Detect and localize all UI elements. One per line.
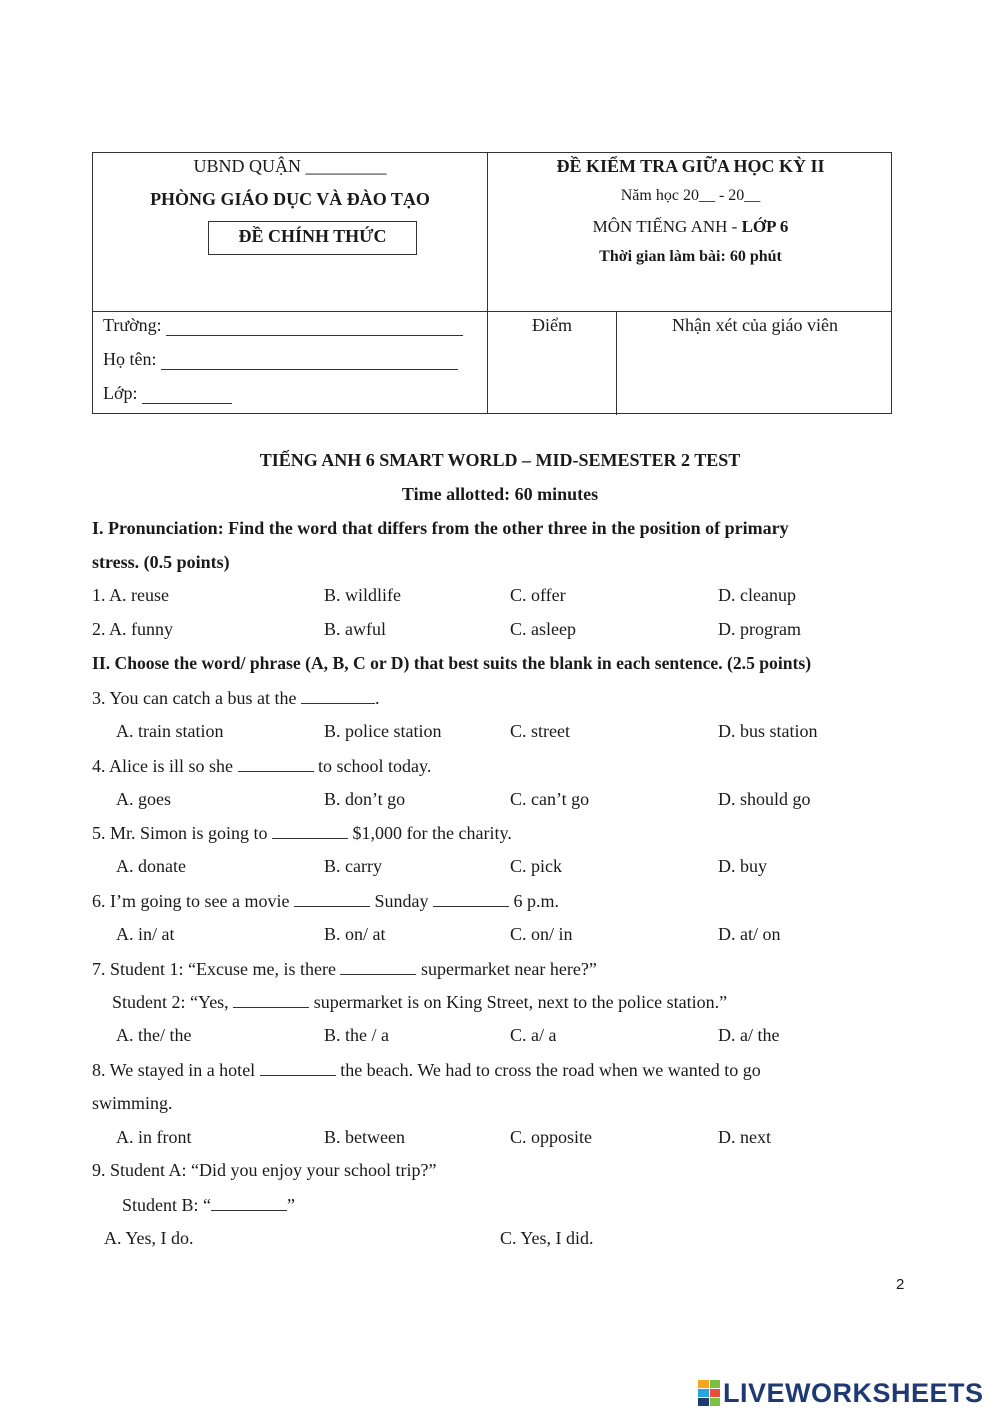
q2-option-a[interactable]: 2. A. funny [92, 619, 173, 639]
q8-stem-2: swimming. [92, 1093, 173, 1113]
section2-heading: II. Choose the word/ phrase (A, B, C or D) that best suits the blank in each sentence. (2.5 points) [92, 653, 812, 673]
q6-blank-2[interactable] [433, 890, 509, 907]
q4-option-c[interactable]: C. can’t go [510, 789, 590, 809]
q8-option-a[interactable]: A. in front [116, 1127, 192, 1147]
q5-blank[interactable] [272, 822, 348, 839]
q7-option-b[interactable]: B. the / a [324, 1025, 389, 1045]
teacher-comment-label: Nhận xét của giáo viên [672, 315, 838, 335]
q4-option-b[interactable]: B. don’t go [324, 789, 406, 809]
section1-heading-cont: stress. (0.5 points) [92, 552, 230, 572]
liveworksheets-logo-icon [698, 1380, 720, 1406]
section1-heading: I. Pronunciation: Find the word that differs from the other three in the position of primary [92, 518, 789, 538]
q3-blank[interactable] [301, 687, 375, 704]
school-field[interactable]: Trường: [103, 315, 463, 336]
q6-stem: 6. I’m going to see a movie Sunday 6 p.m. [92, 891, 559, 911]
q7-stem-2: Student 2: “Yes, supermarket is on King Street, next to the police station.” [112, 992, 728, 1012]
score-label: Điểm [532, 315, 572, 335]
q4-option-a[interactable]: A. goes [116, 789, 171, 809]
q7-blank-2[interactable] [233, 991, 309, 1008]
exam-title: ĐỀ KIỂM TRA GIỮA HỌC KỲ II [556, 156, 825, 176]
q7-option-a[interactable]: A. the/ the [116, 1025, 192, 1045]
q4-option-d[interactable]: D. should go [718, 789, 811, 809]
q7-option-c[interactable]: C. a/ a [510, 1025, 557, 1045]
q8-option-d[interactable]: D. next [718, 1127, 771, 1147]
q5-option-b[interactable]: B. carry [324, 856, 382, 876]
test-title: TIẾNG ANH 6 SMART WORLD – MID-SEMESTER 2 TEST [259, 450, 741, 470]
subject-line: MÔN TIẾNG ANH - LỚP 6 [592, 217, 789, 236]
q9-stem: 9. Student A: “Did you enjoy your school trip?” [92, 1160, 437, 1180]
q1-option-a[interactable]: 1. A. reuse [92, 585, 169, 605]
q2-option-d[interactable]: D. program [718, 619, 801, 639]
q3-option-a[interactable]: A. train station [116, 721, 224, 741]
name-field[interactable]: Họ tên: [103, 349, 458, 370]
q9-option-a[interactable]: A. Yes, I do. [104, 1228, 194, 1248]
q9-option-c[interactable]: C. Yes, I did. [500, 1228, 594, 1248]
q8-stem: 8. We stayed in a hotel the beach. We had to cross the road when we wanted to go [92, 1060, 761, 1080]
q6-option-c[interactable]: C. on/ in [510, 924, 573, 944]
q6-option-b[interactable]: B. on/ at [324, 924, 386, 944]
q7-option-d[interactable]: D. a/ the [718, 1025, 780, 1045]
q1-option-d[interactable]: D. cleanup [718, 585, 796, 605]
liveworksheets-logo-text: LIVEWORKSHEETS [723, 1377, 984, 1408]
official-label: ĐỀ CHÍNH THỨC [208, 221, 417, 255]
header-table [92, 152, 892, 414]
q8-option-c[interactable]: C. opposite [510, 1127, 593, 1147]
department-name: PHÒNG GIÁO DỤC VÀ ĐÀO TẠO [150, 189, 430, 209]
q6-blank-1[interactable] [294, 890, 370, 907]
q3-option-d[interactable]: D. bus station [718, 721, 818, 741]
duration: Thời gian làm bài: 60 phút [599, 248, 782, 265]
q4-stem: 4. Alice is ill so she to school today. [92, 756, 432, 776]
q7-stem: 7. Student 1: “Excuse me, is there supermarket near here?” [92, 959, 597, 979]
q5-option-a[interactable]: A. donate [116, 856, 186, 876]
q3-option-c[interactable]: C. street [510, 721, 570, 741]
q4-blank[interactable] [238, 755, 314, 772]
q5-option-d[interactable]: D. buy [718, 856, 767, 876]
q7-blank-1[interactable] [340, 958, 416, 975]
time-allotted: Time allotted: 60 minutes [401, 484, 599, 504]
q5-option-c[interactable]: C. pick [510, 856, 562, 876]
q6-option-d[interactable]: D. at/ on [718, 924, 781, 944]
liveworksheets-logo [698, 1378, 984, 1408]
district-line: UBND QUẬN _________ [193, 156, 387, 176]
q8-blank[interactable] [260, 1059, 336, 1076]
q8-option-b[interactable]: B. between [324, 1127, 405, 1147]
class-field[interactable]: Lớp: [103, 383, 232, 404]
q1-option-c[interactable]: C. offer [510, 585, 566, 605]
q9-blank[interactable] [211, 1194, 287, 1211]
q6-option-a[interactable]: A. in/ at [116, 924, 175, 944]
q5-stem: 5. Mr. Simon is going to $1,000 for the charity. [92, 823, 512, 843]
q2-option-b[interactable]: B. awful [324, 619, 386, 639]
q1-option-b[interactable]: B. wildlife [324, 585, 401, 605]
q3-stem: 3. You can catch a bus at the . [92, 688, 380, 708]
q9-stem-2: Student B: “ ” [122, 1195, 295, 1215]
school-year: Năm học 20__ - 20__ [620, 187, 761, 204]
q2-option-c[interactable]: C. asleep [510, 619, 576, 639]
page-number: 2 [896, 1276, 905, 1293]
q3-option-b[interactable]: B. police station [324, 721, 442, 741]
